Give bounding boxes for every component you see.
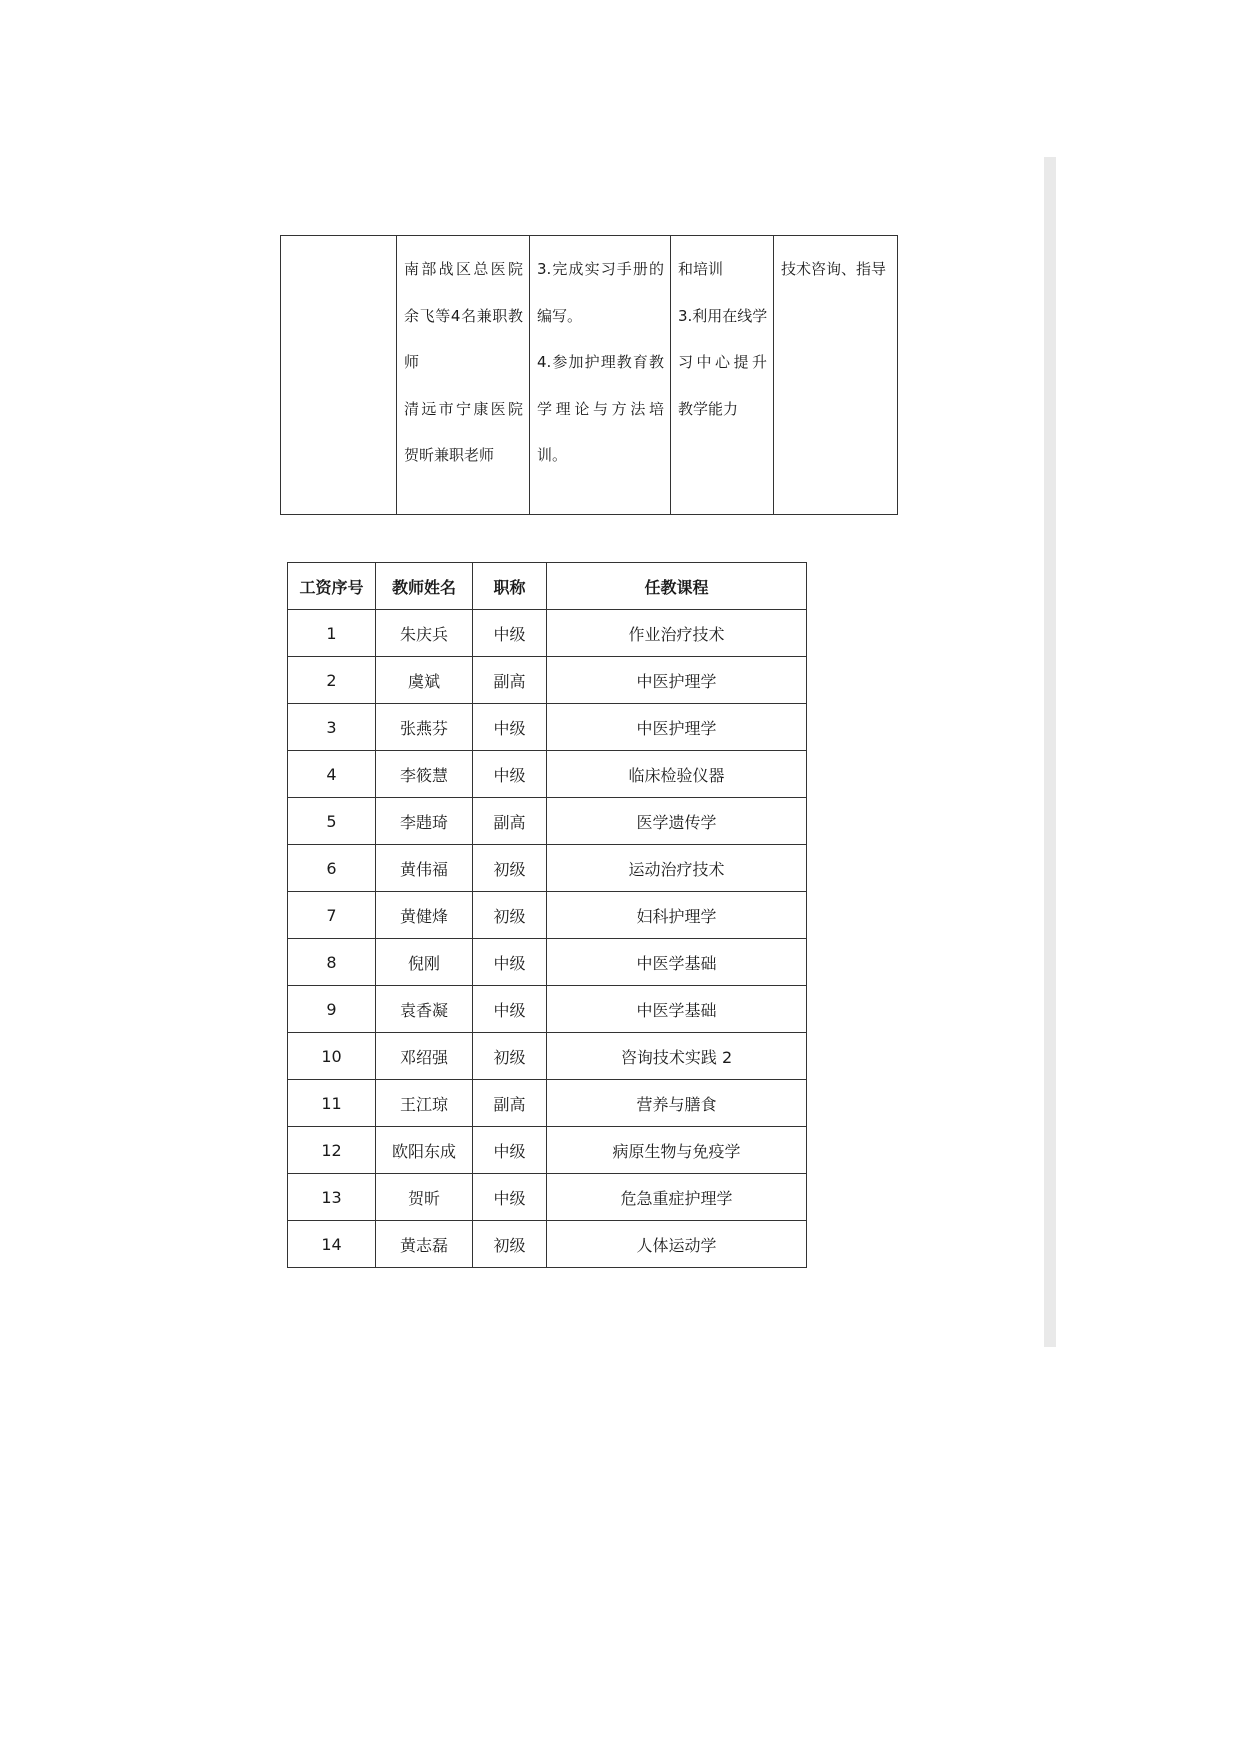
header-title: 职称 — [473, 563, 547, 610]
continuation-col-1 — [281, 236, 397, 514]
cell-line: 3.利用在线学 — [678, 306, 768, 325]
cell-name: 虞斌 — [376, 657, 473, 704]
cell-name: 李筱慧 — [376, 751, 473, 798]
teacher-table — [287, 562, 807, 1268]
cell-number: 3 — [288, 704, 376, 751]
cell-number: 1 — [288, 610, 376, 657]
cell-name: 邓绍强 — [376, 1033, 473, 1080]
table-row — [288, 1127, 807, 1174]
cell-line: 4.参加护理教育教 — [537, 353, 664, 371]
cell-number: 4 — [288, 751, 376, 798]
cell-number: 11 — [288, 1080, 376, 1127]
cell-title: 初级 — [473, 845, 547, 892]
table-row — [288, 892, 807, 939]
continuation-col-4 — [671, 236, 774, 514]
header-course: 任教课程 — [547, 563, 807, 610]
cell-title: 中级 — [473, 986, 547, 1033]
cell-line: 习中心提升 — [678, 353, 767, 371]
cell-number: 12 — [288, 1127, 376, 1174]
cell-course: 营养与膳食 — [547, 1080, 807, 1127]
cell-course: 病原生物与免疫学 — [547, 1127, 807, 1174]
table-row — [288, 751, 807, 798]
cell-course: 中医学基础 — [547, 986, 807, 1033]
table-row — [288, 657, 807, 704]
cell-line: 训。 — [537, 446, 568, 464]
table-row — [288, 986, 807, 1033]
cell-course: 妇科护理学 — [547, 892, 807, 939]
header-salary-number: 工资序号 — [288, 563, 376, 610]
cell-line: 教学能力 — [678, 399, 739, 418]
table-row — [288, 939, 807, 986]
cell-line: 师 — [404, 353, 420, 371]
cell-title: 中级 — [473, 1174, 547, 1221]
cell-name: 王江琼 — [376, 1080, 473, 1127]
cell-number: 13 — [288, 1174, 376, 1221]
table-row — [288, 610, 807, 657]
cell-course: 危急重症护理学 — [547, 1174, 807, 1221]
cell-name: 贺昕 — [376, 1174, 473, 1221]
cell-title: 中级 — [473, 610, 547, 657]
cell-name: 倪刚 — [376, 939, 473, 986]
cell-course: 中医护理学 — [547, 704, 807, 751]
cell-number: 10 — [288, 1033, 376, 1080]
cell-course: 人体运动学 — [547, 1221, 807, 1268]
continuation-col-5 — [774, 236, 896, 514]
cell-course: 临床检验仪器 — [547, 751, 807, 798]
cell-title: 中级 — [473, 751, 547, 798]
cell-name: 袁香凝 — [376, 986, 473, 1033]
cell-course: 中医护理学 — [547, 657, 807, 704]
cell-name: 黄志磊 — [376, 1221, 473, 1268]
table-row — [288, 1221, 807, 1268]
table-row — [288, 845, 807, 892]
cell-number: 8 — [288, 939, 376, 986]
cell-line: 清远市宁康医院 — [404, 399, 523, 418]
cell-line: 编写。 — [537, 306, 583, 325]
cell-name: 张燕芬 — [376, 704, 473, 751]
cell-name: 朱庆兵 — [376, 610, 473, 657]
header-teacher-name: 教师姓名 — [376, 563, 473, 610]
cell-title: 副高 — [473, 798, 547, 845]
cell-number: 5 — [288, 798, 376, 845]
cell-course: 咨询技术实践 2 — [547, 1033, 807, 1080]
table-header-row — [288, 563, 807, 610]
continuation-col-2 — [397, 236, 530, 514]
cell-title: 初级 — [473, 892, 547, 939]
cell-name: 欧阳东成 — [376, 1127, 473, 1174]
cell-line: 余飞等4名兼职教 — [404, 306, 523, 325]
table-row — [288, 798, 807, 845]
cell-number: 7 — [288, 892, 376, 939]
cell-title: 中级 — [473, 1127, 547, 1174]
cell-line: 技术咨询、指导 — [781, 260, 887, 278]
cell-number: 6 — [288, 845, 376, 892]
cell-title: 副高 — [473, 657, 547, 704]
cell-line: 和培训 — [678, 260, 724, 278]
cell-title: 中级 — [473, 939, 547, 986]
cell-name: 李韪琦 — [376, 798, 473, 845]
table-row — [288, 1033, 807, 1080]
cell-title: 副高 — [473, 1080, 547, 1127]
continuation-col-3 — [530, 236, 671, 514]
table-row — [288, 704, 807, 751]
table-row — [288, 1080, 807, 1127]
cell-number: 9 — [288, 986, 376, 1033]
cell-course: 医学遗传学 — [547, 798, 807, 845]
cell-name: 黄健烽 — [376, 892, 473, 939]
cell-line: 南部战区总医院 — [404, 260, 523, 278]
cell-course: 作业治疗技术 — [547, 610, 807, 657]
cell-course: 运动治疗技术 — [547, 845, 807, 892]
cell-line: 学理论与方法培 — [537, 399, 664, 418]
cell-line: 3.完成实习手册的 — [537, 260, 664, 278]
cell-name: 黄伟福 — [376, 845, 473, 892]
cell-title: 初级 — [473, 1033, 547, 1080]
cell-title: 初级 — [473, 1221, 547, 1268]
cell-number: 14 — [288, 1221, 376, 1268]
table-row — [288, 1174, 807, 1221]
continuation-table — [280, 235, 898, 515]
cell-number: 2 — [288, 657, 376, 704]
cell-course: 中医学基础 — [547, 939, 807, 986]
page-scrollbar[interactable] — [1044, 157, 1056, 1347]
cell-title: 中级 — [473, 704, 547, 751]
cell-line: 贺昕兼职老师 — [404, 446, 495, 464]
